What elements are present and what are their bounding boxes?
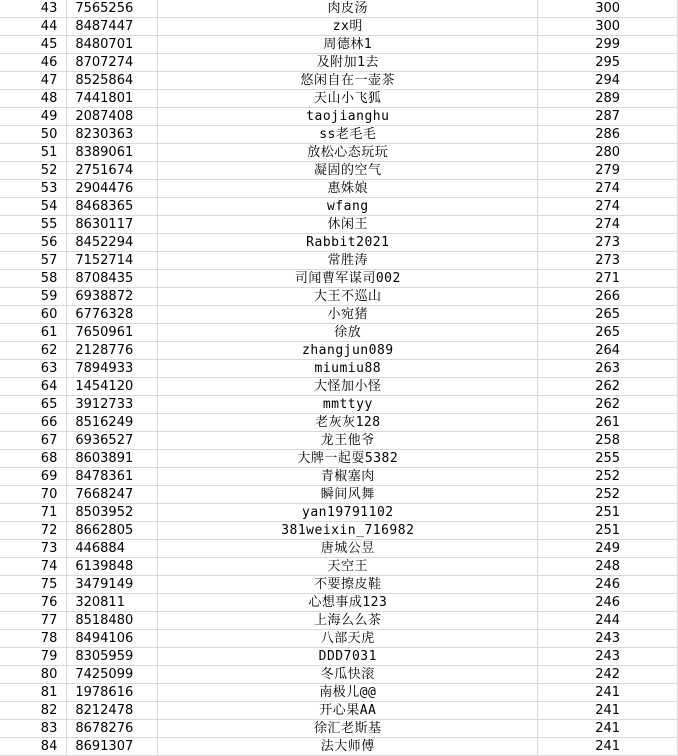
table-row [0, 144, 678, 162]
score-cell[interactable]: 265 [538, 306, 678, 324]
id-cell[interactable]: 7650961 [67, 324, 158, 342]
rank-cell[interactable]: 55 [0, 216, 67, 234]
id-cell[interactable]: 320811 [67, 594, 158, 612]
name-cell[interactable]: 及附加1去 [158, 54, 538, 72]
id-cell[interactable]: 8678276 [67, 720, 158, 738]
score-cell[interactable]: 286 [538, 126, 678, 144]
id-cell[interactable]: 8452294 [67, 234, 158, 252]
table-row [0, 126, 678, 144]
table-row [0, 504, 678, 522]
id-cell[interactable]: 7152714 [67, 252, 158, 270]
score-cell[interactable]: 263 [538, 360, 678, 378]
rank-cell[interactable]: 43 [0, 0, 67, 18]
rank-cell[interactable]: 76 [0, 594, 67, 612]
table-row [0, 720, 678, 738]
name-cell[interactable]: 冬瓜快滚 [158, 666, 538, 684]
table-row [0, 612, 678, 630]
table-row [0, 378, 678, 396]
score-cell[interactable]: 246 [538, 594, 678, 612]
rank-cell[interactable]: 57 [0, 252, 67, 270]
name-cell[interactable]: 法大师傅 [158, 738, 538, 756]
table-row [0, 540, 678, 558]
score-cell[interactable]: 251 [538, 504, 678, 522]
table-row [0, 468, 678, 486]
id-cell[interactable]: 8518480 [67, 612, 158, 630]
table-row [0, 486, 678, 504]
score-cell[interactable]: 249 [538, 540, 678, 558]
score-cell[interactable]: 289 [538, 90, 678, 108]
id-cell[interactable]: 8525864 [67, 72, 158, 90]
table-row [0, 306, 678, 324]
name-cell[interactable]: 心想事成123 [158, 594, 538, 612]
id-cell[interactable]: 7565256 [67, 0, 158, 18]
rank-cell[interactable]: 81 [0, 684, 67, 702]
rank-cell[interactable]: 80 [0, 666, 67, 684]
score-cell[interactable]: 280 [538, 144, 678, 162]
name-cell[interactable]: DDD7031 [158, 648, 538, 666]
id-cell[interactable]: 8487447 [67, 18, 158, 36]
table-row [0, 252, 678, 270]
score-cell[interactable]: 243 [538, 648, 678, 666]
name-cell[interactable]: 肉皮汤 [158, 0, 538, 18]
table-row [0, 450, 678, 468]
score-cell[interactable]: 251 [538, 522, 678, 540]
score-cell[interactable]: 265 [538, 324, 678, 342]
score-cell[interactable]: 299 [538, 36, 678, 54]
table-row [0, 558, 678, 576]
id-cell[interactable]: 7894933 [67, 360, 158, 378]
rank-cell[interactable]: 77 [0, 612, 67, 630]
id-cell[interactable]: 8480701 [67, 36, 158, 54]
score-cell[interactable]: 252 [538, 486, 678, 504]
table-row [0, 288, 678, 306]
name-cell[interactable]: taojianghu [158, 108, 538, 126]
id-cell[interactable]: 8305959 [67, 648, 158, 666]
id-cell[interactable]: 2751674 [67, 162, 158, 180]
rank-cell[interactable]: 63 [0, 360, 67, 378]
rank-cell[interactable]: 67 [0, 432, 67, 450]
rank-cell[interactable]: 66 [0, 414, 67, 432]
name-cell[interactable]: 老灰灰128 [158, 414, 538, 432]
score-cell[interactable]: 300 [538, 0, 678, 18]
rank-cell[interactable]: 83 [0, 720, 67, 738]
name-cell[interactable]: 天山小飞狐 [158, 90, 538, 108]
name-cell[interactable]: ss老毛毛 [158, 126, 538, 144]
table-row [0, 234, 678, 252]
score-cell[interactable]: 273 [538, 234, 678, 252]
table-row [0, 576, 678, 594]
name-cell[interactable]: 休闲王 [158, 216, 538, 234]
rank-cell[interactable]: 56 [0, 234, 67, 252]
id-cell[interactable]: 1454120 [67, 378, 158, 396]
name-cell[interactable]: 上海么么茶 [158, 612, 538, 630]
id-cell[interactable]: 8662805 [67, 522, 158, 540]
name-cell[interactable]: 凝固的空气 [158, 162, 538, 180]
rank-cell[interactable]: 69 [0, 468, 67, 486]
name-cell[interactable]: 不要擦皮鞋 [158, 576, 538, 594]
id-cell[interactable]: 8707274 [67, 54, 158, 72]
id-cell[interactable]: 8212478 [67, 702, 158, 720]
id-cell[interactable]: 8503952 [67, 504, 158, 522]
rank-cell[interactable]: 74 [0, 558, 67, 576]
score-cell[interactable]: 255 [538, 450, 678, 468]
name-cell[interactable]: zhangjun089 [158, 342, 538, 360]
score-cell[interactable]: 248 [538, 558, 678, 576]
score-cell[interactable]: 273 [538, 252, 678, 270]
table-row [0, 396, 678, 414]
name-cell[interactable]: 放松心态玩玩 [158, 144, 538, 162]
id-cell[interactable]: 446884 [67, 540, 158, 558]
id-cell[interactable]: 7441801 [67, 90, 158, 108]
table-row [0, 432, 678, 450]
rank-cell[interactable]: 59 [0, 288, 67, 306]
name-cell[interactable]: 大牌一起耍5382 [158, 450, 538, 468]
rank-cell[interactable]: 71 [0, 504, 67, 522]
table-row [0, 738, 678, 756]
name-cell[interactable]: 瞬间风舞 [158, 486, 538, 504]
score-cell[interactable]: 261 [538, 414, 678, 432]
name-cell[interactable]: miumiu88 [158, 360, 538, 378]
score-cell[interactable]: 294 [538, 72, 678, 90]
id-cell[interactable]: 8691307 [67, 738, 158, 756]
score-cell[interactable]: 262 [538, 396, 678, 414]
table-row [0, 36, 678, 54]
score-cell[interactable]: 241 [538, 702, 678, 720]
score-cell[interactable]: 274 [538, 180, 678, 198]
table-row [0, 198, 678, 216]
table-row [0, 594, 678, 612]
rank-cell[interactable]: 46 [0, 54, 67, 72]
name-cell[interactable]: 八部天虎 [158, 630, 538, 648]
score-cell[interactable]: 258 [538, 432, 678, 450]
table-row [0, 162, 678, 180]
score-cell[interactable]: 252 [538, 468, 678, 486]
table-row [0, 360, 678, 378]
rank-cell[interactable]: 45 [0, 36, 67, 54]
rank-cell[interactable]: 51 [0, 144, 67, 162]
rank-cell[interactable]: 50 [0, 126, 67, 144]
table-row [0, 108, 678, 126]
score-cell[interactable]: 274 [538, 198, 678, 216]
rank-cell[interactable]: 49 [0, 108, 67, 126]
name-cell[interactable]: wfang [158, 198, 538, 216]
name-cell[interactable]: 唐城公昱 [158, 540, 538, 558]
table-row [0, 216, 678, 234]
table-row [0, 648, 678, 666]
table-row [0, 270, 678, 288]
id-cell[interactable]: 2904476 [67, 180, 158, 198]
id-cell[interactable]: 2128776 [67, 342, 158, 360]
rank-cell[interactable]: 68 [0, 450, 67, 468]
score-cell[interactable]: 241 [538, 684, 678, 702]
score-cell[interactable]: 287 [538, 108, 678, 126]
score-cell[interactable]: 295 [538, 54, 678, 72]
rank-cell[interactable]: 58 [0, 270, 67, 288]
table-row [0, 684, 678, 702]
score-cell[interactable]: 266 [538, 288, 678, 306]
id-cell[interactable]: 8494106 [67, 630, 158, 648]
rank-cell[interactable]: 47 [0, 72, 67, 90]
score-cell[interactable]: 300 [538, 18, 678, 36]
id-cell[interactable]: 8468365 [67, 198, 158, 216]
id-cell[interactable]: 8230363 [67, 126, 158, 144]
name-cell[interactable]: 小宛猪 [158, 306, 538, 324]
score-cell[interactable]: 246 [538, 576, 678, 594]
table-row [0, 702, 678, 720]
rank-cell[interactable]: 70 [0, 486, 67, 504]
score-cell[interactable]: 242 [538, 666, 678, 684]
id-cell[interactable]: 8478361 [67, 468, 158, 486]
id-cell[interactable]: 3479149 [67, 576, 158, 594]
id-cell[interactable]: 3912733 [67, 396, 158, 414]
score-cell[interactable]: 241 [538, 720, 678, 738]
id-cell[interactable]: 8708435 [67, 270, 158, 288]
score-cell[interactable]: 244 [538, 612, 678, 630]
id-cell[interactable]: 8516249 [67, 414, 158, 432]
score-cell[interactable]: 243 [538, 630, 678, 648]
score-cell[interactable]: 274 [538, 216, 678, 234]
name-cell[interactable]: 徐汇老斯基 [158, 720, 538, 738]
name-cell[interactable]: 大怪加小怪 [158, 378, 538, 396]
table-row [0, 90, 678, 108]
table-row [0, 0, 678, 18]
score-cell[interactable]: 262 [538, 378, 678, 396]
id-cell[interactable]: 6776328 [67, 306, 158, 324]
name-cell[interactable]: yan19791102 [158, 504, 538, 522]
table-row [0, 324, 678, 342]
rank-cell[interactable]: 78 [0, 630, 67, 648]
name-cell[interactable]: 惠姝娘 [158, 180, 538, 198]
table-row [0, 522, 678, 540]
id-cell[interactable]: 6938872 [67, 288, 158, 306]
name-cell[interactable]: Rabbit2021 [158, 234, 538, 252]
id-cell[interactable]: 7425099 [67, 666, 158, 684]
rank-cell[interactable]: 44 [0, 18, 67, 36]
name-cell[interactable]: zx明 [158, 18, 538, 36]
score-cell[interactable]: 264 [538, 342, 678, 360]
name-cell[interactable]: 开心果AA [158, 702, 538, 720]
id-cell[interactable]: 8389061 [67, 144, 158, 162]
id-cell[interactable]: 6936527 [67, 432, 158, 450]
score-cell[interactable]: 241 [538, 738, 678, 756]
score-cell[interactable]: 271 [538, 270, 678, 288]
rank-cell[interactable]: 54 [0, 198, 67, 216]
table-row [0, 18, 678, 36]
rank-cell[interactable]: 60 [0, 306, 67, 324]
table-row [0, 342, 678, 360]
table-row [0, 666, 678, 684]
table-row [0, 54, 678, 72]
id-cell[interactable]: 6139848 [67, 558, 158, 576]
rank-cell[interactable]: 62 [0, 342, 67, 360]
name-cell[interactable]: 大王不巡山 [158, 288, 538, 306]
rank-cell[interactable]: 75 [0, 576, 67, 594]
name-cell[interactable]: 常胜涛 [158, 252, 538, 270]
id-cell[interactable]: 8630117 [67, 216, 158, 234]
rank-cell[interactable]: 53 [0, 180, 67, 198]
name-cell[interactable]: 悠闲自在一壶茶 [158, 72, 538, 90]
name-cell[interactable]: 青椒塞肉 [158, 468, 538, 486]
table-row [0, 630, 678, 648]
name-cell[interactable]: 司闻曹军谋司002 [158, 270, 538, 288]
id-cell[interactable]: 2087408 [67, 108, 158, 126]
rank-cell[interactable]: 61 [0, 324, 67, 342]
table-row [0, 72, 678, 90]
name-cell[interactable]: 龙王他爷 [158, 432, 538, 450]
rank-cell[interactable]: 82 [0, 702, 67, 720]
rank-cell[interactable]: 64 [0, 378, 67, 396]
name-cell[interactable]: mmttyy [158, 396, 538, 414]
rank-cell[interactable]: 73 [0, 540, 67, 558]
rank-cell[interactable]: 79 [0, 648, 67, 666]
table-row [0, 180, 678, 198]
rank-cell[interactable]: 65 [0, 396, 67, 414]
name-cell[interactable]: 周德林1 [158, 36, 538, 54]
rank-cell[interactable]: 52 [0, 162, 67, 180]
name-cell[interactable]: 南极儿@@ [158, 684, 538, 702]
name-cell[interactable]: 天空王 [158, 558, 538, 576]
name-cell[interactable]: 381weixin_716982 [158, 522, 538, 540]
rank-cell[interactable]: 84 [0, 738, 67, 756]
score-cell[interactable]: 279 [538, 162, 678, 180]
table-row [0, 414, 678, 432]
name-cell[interactable]: 徐放 [158, 324, 538, 342]
id-cell[interactable]: 7668247 [67, 486, 158, 504]
id-cell[interactable]: 1978616 [67, 684, 158, 702]
rank-cell[interactable]: 72 [0, 522, 67, 540]
rank-cell[interactable]: 48 [0, 90, 67, 108]
id-cell[interactable]: 8603891 [67, 450, 158, 468]
